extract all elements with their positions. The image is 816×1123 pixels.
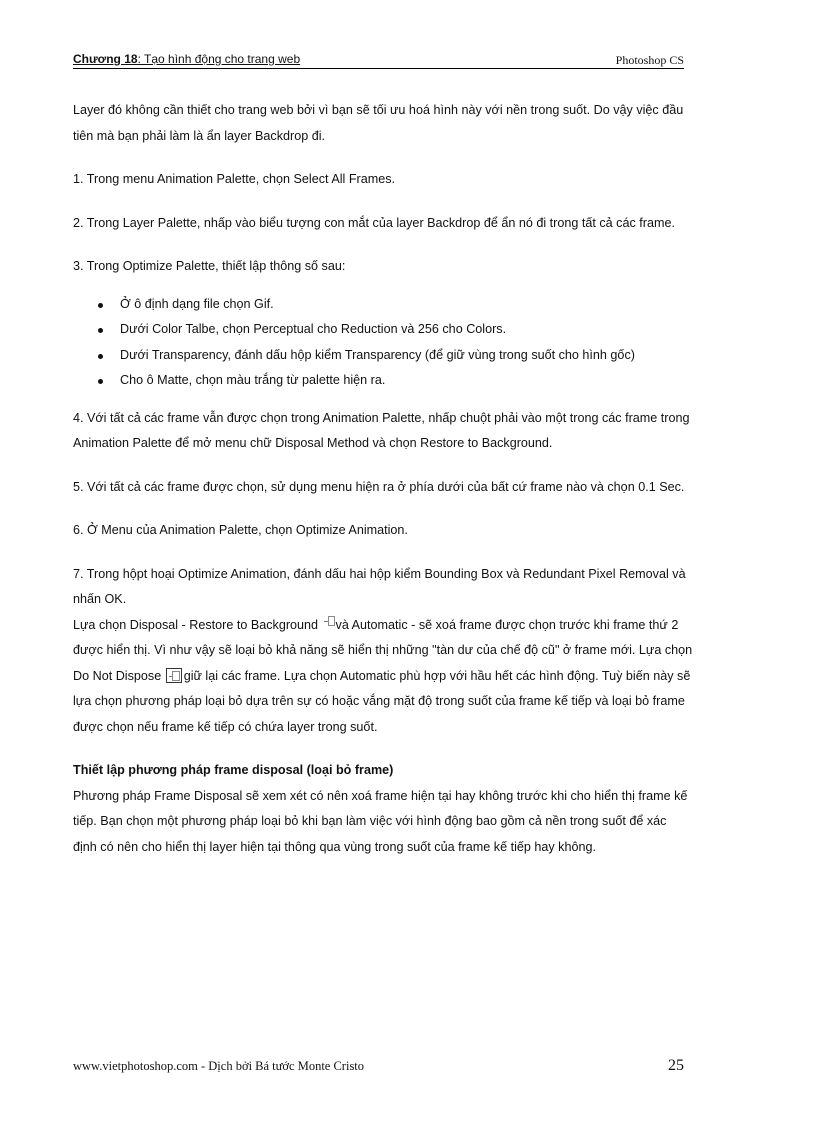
disposal-text-1: Lựa chọn Disposal - Restore to Background bbox=[73, 617, 322, 632]
do-not-dispose-icon bbox=[166, 668, 182, 683]
step-1: 1. Trong menu Animation Palette, chọn Select All Frames. bbox=[73, 172, 396, 186]
footer-credit: www.vietphotoshop.com - Dịch bởi Bá tước Monte Cristo bbox=[73, 1059, 365, 1073]
disposal-text-2: và Automatic - sẽ xoá frame được chọn trước khi frame thứ 2 được hiển thị. Vì như vậy sẽ loại bỏ khả năng sẽ hiển thị những "tàn dư của chế độ cũ" ở frame mới. Lựa chọn Do Not Dispose bbox=[73, 617, 693, 683]
page-header bbox=[73, 52, 684, 69]
section-heading: Thiết lập phương pháp frame disposal (loại bỏ frame) bbox=[73, 763, 394, 777]
section-body: Phương pháp Frame Disposal sẽ xem xét có nên xoá frame hiện tại hay không trước khi cho hiển thị frame kế tiếp. Bạn chọn một phương pháp loại bỏ khi bạn làm việc với hình động bao gồm cả nền trong suốt để xác định có nên cho hiển thị layer hiện tại thông qua vùng trong suốt của frame kế tiếp hay không. bbox=[73, 788, 688, 854]
step-2: 2. Trong Layer Palette, nhấp vào biểu tượng con mắt của layer Backdrop để ẩn nó đi trong tất cả các frame. bbox=[73, 215, 675, 230]
intro-paragraph: Layer đó không cần thiết cho trang web bởi vì bạn sẽ tối ưu hoá hình này với nền trong suốt. Do vậy việc đầu tiên mà bạn phải làm là ẩn layer Backdrop đi. bbox=[73, 103, 684, 143]
list-item: Dưới Color Talbe, chọn Perceptual cho Reduction và 256 cho Colors. bbox=[98, 317, 693, 343]
page-footer bbox=[73, 1057, 684, 1077]
app-name: Photoshop CS bbox=[615, 53, 684, 67]
step-4: 4. Với tất cả các frame vẫn được chọn trong Animation Palette, nhấp chuột phải vào một trong các frame trong Animation Palette để mở menu chữ Disposal Method và chọn Restore to Background. bbox=[73, 410, 690, 450]
list-item: Ở ô định dạng file chọn Gif. bbox=[98, 292, 693, 318]
restore-to-background-icon bbox=[323, 616, 334, 627]
optimize-settings-list bbox=[73, 292, 693, 394]
step-7: 7. Trong hộpt hoại Optimize Animation, đánh dấu hai hộp kiểm Bounding Box và Redundant Pixel Removal và nhấn OK. bbox=[73, 566, 686, 606]
list-item: Cho ô Matte, chọn màu trắng từ palette hiện ra. bbox=[98, 368, 693, 394]
step-6: 6. Ở Menu của Animation Palette, chọn Optimize Animation. bbox=[73, 523, 408, 537]
step-3: 3. Trong Optimize Palette, thiết lập thông số sau: bbox=[73, 259, 346, 273]
chapter-label: Chương 18 bbox=[73, 52, 138, 66]
document-body bbox=[73, 98, 693, 860]
disposal-text-3: giữ lại các frame. Lựa chọn Automatic phù hợp với hầu hết các hình động. Tuỳ biến này sẽ lựa chọn phương pháp loại bỏ dựa trên sự có hoặc vắng mặt độ trong suốt của frame kế tiếp và loại bỏ frame được chọn nếu frame kế tiếp có chứa layer trong suốt. bbox=[73, 668, 691, 734]
step-5: 5. Với tất cả các frame được chọn, sử dụng menu hiện ra ở phía dưới của bất cứ frame nào và chọn 0.1 Sec. bbox=[73, 479, 685, 494]
chapter-title: : Tạo hình động cho trang web bbox=[137, 52, 301, 66]
list-item: Dưới Transparency, đánh dấu hộp kiểm Transparency (để giữ vùng trong suốt cho hình gốc) bbox=[98, 343, 693, 369]
chapter-heading bbox=[73, 52, 300, 66]
page-number: 25 bbox=[668, 1057, 684, 1074]
disposal-paragraph bbox=[73, 613, 693, 741]
